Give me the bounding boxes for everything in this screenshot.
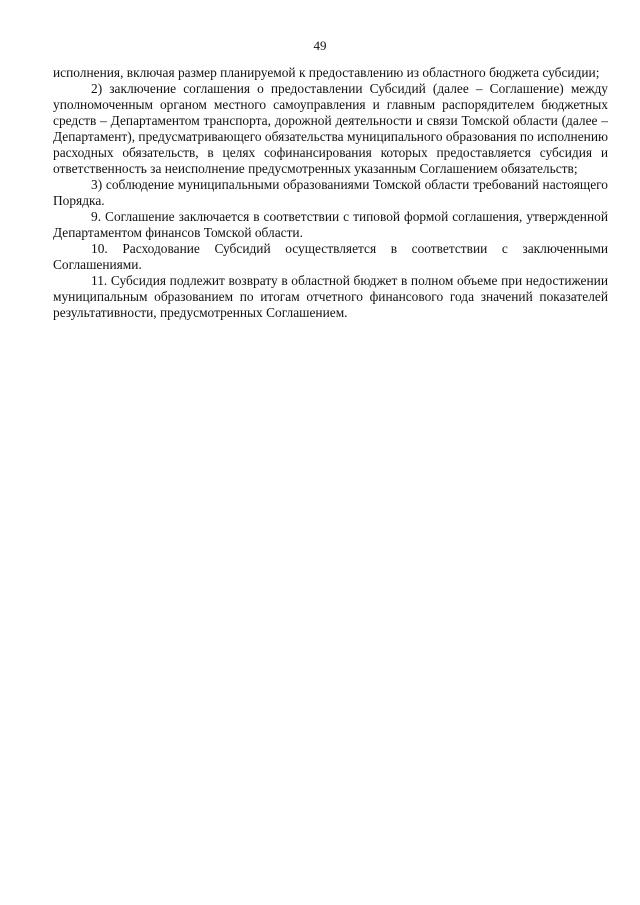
paragraph-clause-9: 9. Соглашение заключается в соответствии с типовой формой соглашения, утвержденной Департаментом финансов Томской области.	[53, 209, 608, 240]
page-number: 49	[313, 38, 327, 53]
document-body	[53, 65, 608, 321]
paragraph-continuation: исполнения, включая размер планируемой к предоставлению из областного бюджета субсидии;	[53, 65, 600, 80]
paragraph-clause-10: 10. Расходование Субсидий осуществляется в соответствии с заключенными Соглашениями.	[53, 241, 608, 272]
paragraph-clause-11: 11. Субсидия подлежит возврату в областной бюджет в полном объеме при недостижении муниципальным образованием по итогам отчетного финансового года значений показателей результативности, предусмотренных Соглашением.	[53, 273, 608, 320]
paragraph-item-2: 2) заключение соглашения о предоставлении Субсидий (далее – Соглашение) между уполномоченным органом местного самоуправления и главным распорядителем бюджетных средств – Департаментом транспорта, дорожной деятельности и связи Томской области (далее – Департамент), предусматривающего обязательства муниципального образования по исполнению расходных обязательств, в целях софинансирования которых предоставляется субсидия и ответственность за неисполнение предусмотренных указанным Соглашением обязательств;	[53, 81, 608, 176]
paragraph-item-3: 3) соблюдение муниципальными образованиями Томской области требований настоящего Порядка.	[53, 177, 608, 208]
